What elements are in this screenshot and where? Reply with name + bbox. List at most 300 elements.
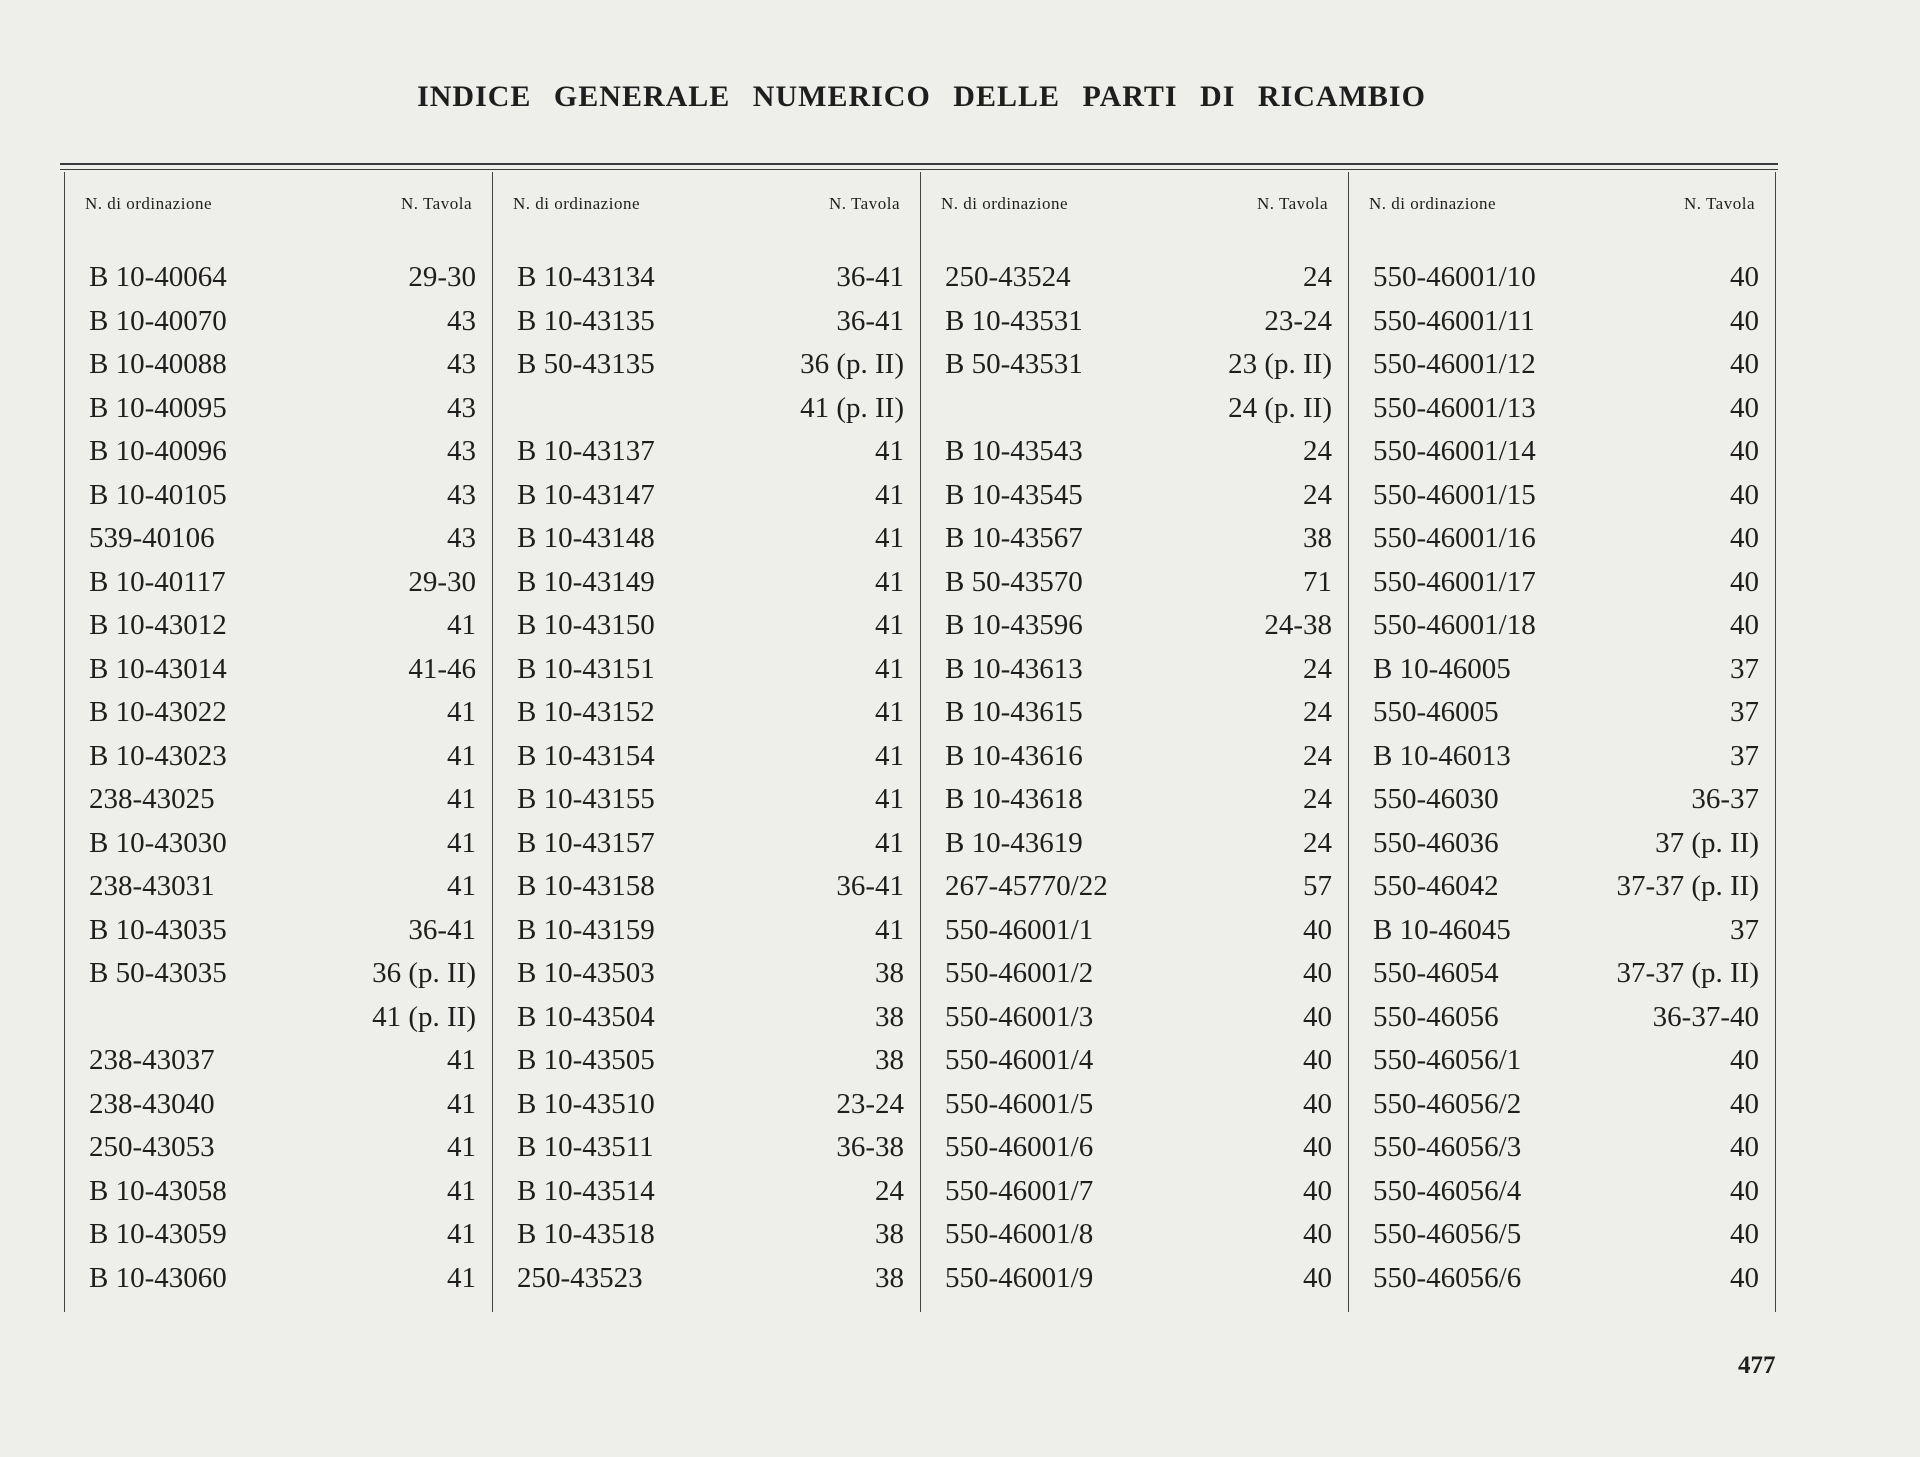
plate-number-cell: 36-41 [408, 913, 476, 946]
plate-number-cell: 41 [875, 783, 904, 815]
order-number-cell: 539-40106 [89, 522, 215, 554]
table-row [493, 343, 920, 387]
plate-number-cell: 23-24 [1264, 304, 1332, 337]
plate-number-cell: 41 [447, 1218, 476, 1250]
plate-number-cell: 37 [1730, 913, 1759, 946]
plate-number-cell: 29-30 [408, 565, 476, 598]
order-number-cell: 250-43524 [945, 261, 1071, 293]
plate-number-cell: 38 [875, 1044, 904, 1076]
table-row [921, 300, 1348, 344]
plate-number-cell: 41 [875, 522, 904, 554]
column-rows [921, 256, 1348, 1300]
order-number-cell: 550-46001/10 [1373, 261, 1536, 293]
order-number-cell: B 10-43567 [945, 522, 1083, 554]
table-row [65, 735, 492, 779]
table-row [65, 474, 492, 518]
order-number-cell: B 10-43618 [945, 783, 1083, 815]
plate-number-cell: 41 [447, 1044, 476, 1076]
plate-number-cell: 37 [1730, 652, 1759, 685]
order-number-cell: B 10-40064 [89, 261, 227, 293]
plate-number-cell: 43 [447, 391, 476, 424]
order-number-cell: 550-46001/6 [945, 1131, 1094, 1163]
order-number-cell: 250-43523 [517, 1261, 643, 1294]
table-row [1349, 1126, 1775, 1170]
plate-number-cell: 43 [447, 522, 476, 554]
plate-number-cell: 36 (p. II) [800, 348, 904, 380]
table-row [493, 865, 920, 909]
plate-number-cell: 24 [1303, 261, 1332, 293]
plate-number-cell: 41 (p. II) [800, 391, 904, 424]
plate-number-cell: 37 (p. II) [1655, 826, 1759, 859]
table-row [493, 1170, 920, 1214]
plate-number-cell: 24 (p. II) [1228, 391, 1332, 424]
plate-number-cell: 40 [1730, 1131, 1759, 1163]
order-number-cell: 550-46001/7 [945, 1174, 1094, 1207]
plate-number-cell: 40 [1303, 1000, 1332, 1033]
plate-number-cell: 40 [1730, 304, 1759, 337]
table-row [1349, 691, 1775, 735]
plate-number-cell: 36-41 [836, 261, 904, 293]
order-number-cell: B 10-43059 [89, 1218, 227, 1250]
plate-number-cell: 41 [875, 435, 904, 467]
table-row [1349, 1213, 1775, 1257]
order-number-cell: 250-43053 [89, 1131, 215, 1163]
table-row [65, 1170, 492, 1214]
table-row [1349, 517, 1775, 561]
order-number-cell: B 10-43613 [945, 652, 1083, 685]
order-number-cell: B 10-43150 [517, 609, 655, 641]
table-row [65, 1257, 492, 1301]
table-row [493, 778, 920, 822]
plate-number-cell: 41 [447, 739, 476, 772]
plate-number-cell: 41 [875, 478, 904, 511]
table-row [921, 735, 1348, 779]
table-row [1349, 735, 1775, 779]
order-number-cell: B 10-43134 [517, 261, 655, 293]
order-number-cell: B 10-43158 [517, 870, 655, 902]
plate-number-cell: 40 [1730, 522, 1759, 554]
column-rows [65, 256, 492, 1300]
column-header [493, 194, 920, 214]
table-row [921, 1039, 1348, 1083]
table-row [921, 1170, 1348, 1214]
table-row [493, 1039, 920, 1083]
plate-number-cell: 40 [1730, 348, 1759, 380]
order-number-cell: B 50-43135 [517, 348, 655, 380]
plate-number-cell: 38 [875, 1261, 904, 1294]
plate-number-cell: 24-38 [1264, 609, 1332, 641]
table-row [65, 909, 492, 953]
order-number-cell: 550-46001/14 [1373, 435, 1536, 467]
table-row [493, 1126, 920, 1170]
order-number-cell: B 10-43511 [517, 1131, 654, 1163]
table-row [65, 430, 492, 474]
order-number-cell: B 10-40117 [89, 565, 226, 598]
order-number-cell: B 10-43504 [517, 1000, 655, 1033]
table-row [1349, 1170, 1775, 1214]
plate-number-cell: 24 [1303, 478, 1332, 511]
plate-number-cell: 37 [1730, 739, 1759, 772]
plate-number-cell: 41 [447, 1131, 476, 1163]
order-number-cell: B 10-43058 [89, 1174, 227, 1207]
order-number-cell: B 10-43159 [517, 913, 655, 946]
table-row [493, 430, 920, 474]
table-row [493, 561, 920, 605]
table-row [65, 517, 492, 561]
plate-number-cell: 24 [1303, 739, 1332, 772]
table-row [493, 604, 920, 648]
order-number-cell: 550-46036 [1373, 826, 1499, 859]
order-number-cell: 550-46001/2 [945, 957, 1094, 989]
order-number-cell: B 10-40088 [89, 348, 227, 380]
table-row [65, 952, 492, 996]
plate-number-cell: 41 (p. II) [372, 1000, 476, 1033]
table-row [1349, 648, 1775, 692]
column-rows [1349, 256, 1775, 1300]
column-header [65, 194, 492, 214]
table-row [493, 1083, 920, 1127]
plate-number-cell: 41 [875, 739, 904, 772]
table-row [1349, 343, 1775, 387]
table-row [921, 1213, 1348, 1257]
order-number-cell: 550-46001/9 [945, 1261, 1094, 1294]
plate-number-cell: 23 (p. II) [1228, 348, 1332, 380]
order-number-cell: B 50-43570 [945, 565, 1083, 598]
table-row [493, 648, 920, 692]
plate-number-cell: 24 [1303, 652, 1332, 685]
column-header [921, 194, 1348, 214]
plate-number-cell: 40 [1303, 1131, 1332, 1163]
order-number-cell: B 10-43619 [945, 826, 1083, 859]
plate-number-cell: 40 [1730, 435, 1759, 467]
table-row [65, 822, 492, 866]
table-row [1349, 430, 1775, 474]
table-row [493, 300, 920, 344]
plate-number-cell: 36-37 [1691, 783, 1759, 815]
order-number-cell: 550-46001/3 [945, 1000, 1094, 1033]
page-title: INDICE GENERALE NUMERICO DELLE PARTI DI RICAMBIO [417, 80, 1426, 113]
plate-number-cell: 40 [1303, 913, 1332, 946]
table-row [493, 691, 920, 735]
plate-number-cell: 40 [1730, 1044, 1759, 1076]
table-row [1349, 561, 1775, 605]
table-row [65, 1083, 492, 1127]
plate-number-cell: 41 [447, 870, 476, 902]
plate-number-cell: 36-41 [836, 304, 904, 337]
plate-number-cell: 41-46 [408, 652, 476, 685]
order-number-cell: 550-46001/4 [945, 1044, 1094, 1076]
plate-number-cell: 41 [447, 609, 476, 641]
plate-number-cell: 40 [1730, 478, 1759, 511]
plate-number-header: N. Tavola [829, 194, 900, 213]
table-row [493, 952, 920, 996]
order-number-cell: B 10-43518 [517, 1218, 655, 1250]
order-number-cell: B 10-43030 [89, 826, 227, 859]
table-row [921, 604, 1348, 648]
plate-number-cell: 38 [875, 957, 904, 989]
table-row [1349, 474, 1775, 518]
order-number-cell: B 10-43149 [517, 565, 655, 598]
table-row [921, 996, 1348, 1040]
plate-number-header: N. Tavola [1684, 194, 1755, 213]
table-row [493, 1257, 920, 1301]
plate-number-cell: 41 [447, 696, 476, 728]
plate-number-cell: 40 [1303, 1174, 1332, 1207]
plate-number-cell: 38 [875, 1218, 904, 1250]
table-row [493, 909, 920, 953]
plate-number-cell: 40 [1730, 1087, 1759, 1120]
plate-number-cell: 40 [1303, 1218, 1332, 1250]
table-row [1349, 822, 1775, 866]
order-number-cell: B 10-43514 [517, 1174, 655, 1207]
index-column-1 [64, 172, 492, 1312]
table-row [921, 691, 1348, 735]
plate-number-cell: 41 [875, 826, 904, 859]
table-row [493, 822, 920, 866]
plate-number-cell: 40 [1303, 957, 1332, 989]
plate-number-cell: 71 [1303, 565, 1332, 598]
plate-number-cell: 41 [447, 1261, 476, 1294]
plate-number-cell: 37-37 (p. II) [1616, 870, 1759, 902]
order-number-cell: B 10-43157 [517, 826, 655, 859]
order-number-cell: 550-46030 [1373, 783, 1499, 815]
table-row [493, 387, 920, 431]
plate-number-cell: 41 [447, 826, 476, 859]
plate-number-cell: 41 [875, 565, 904, 598]
plate-number-cell: 36-41 [836, 870, 904, 902]
table-row [1349, 909, 1775, 953]
order-number-cell: 550-46056/3 [1373, 1131, 1522, 1163]
order-number-cell: 238-43040 [89, 1087, 215, 1120]
table-row [493, 256, 920, 300]
table-row [1349, 865, 1775, 909]
table-row [921, 778, 1348, 822]
order-number-cell: B 10-43148 [517, 522, 655, 554]
order-number-cell: B 10-43596 [945, 609, 1083, 641]
order-number-cell: 238-43037 [89, 1044, 215, 1076]
order-number-cell: 550-46001/13 [1373, 391, 1536, 424]
table-row [65, 1213, 492, 1257]
order-number-cell: B 10-43545 [945, 478, 1083, 511]
order-number-cell: B 10-43060 [89, 1261, 227, 1294]
order-number-cell: B 10-46005 [1373, 652, 1511, 685]
plate-number-cell: 38 [1303, 522, 1332, 554]
order-number-header: N. di ordinazione [1369, 194, 1496, 213]
page-number: 477 [1738, 1352, 1776, 1379]
table-row [921, 474, 1348, 518]
table-row [921, 909, 1348, 953]
column-rows [493, 256, 920, 1300]
order-number-cell: B 10-43616 [945, 739, 1083, 772]
table-row [1349, 1083, 1775, 1127]
table-row [921, 865, 1348, 909]
order-number-cell: 550-46005 [1373, 696, 1499, 728]
order-number-cell: B 10-43147 [517, 478, 655, 511]
order-number-cell: B 50-43531 [945, 348, 1083, 380]
table-row [493, 474, 920, 518]
plate-number-cell: 24 [1303, 435, 1332, 467]
plate-number-cell: 40 [1730, 1218, 1759, 1250]
index-column-2 [492, 172, 920, 1312]
plate-number-cell: 41 [875, 913, 904, 946]
order-number-cell: 550-46056/4 [1373, 1174, 1522, 1207]
order-number-cell: 550-46001/1 [945, 913, 1094, 946]
plate-number-cell: 40 [1303, 1087, 1332, 1120]
plate-number-cell: 43 [447, 348, 476, 380]
plate-number-cell: 41 [447, 1087, 476, 1120]
table-row [65, 691, 492, 735]
order-number-cell: B 10-43155 [517, 783, 655, 815]
table-row [65, 778, 492, 822]
table-row [1349, 778, 1775, 822]
table-row [921, 648, 1348, 692]
plate-number-cell: 37-37 (p. II) [1616, 957, 1759, 989]
table-row [493, 996, 920, 1040]
plate-number-cell: 36 (p. II) [372, 957, 476, 989]
order-number-cell: B 10-40096 [89, 435, 227, 467]
order-number-cell: B 10-46045 [1373, 913, 1511, 946]
table-row [65, 343, 492, 387]
plate-number-cell: 38 [875, 1000, 904, 1033]
order-number-cell: B 10-43510 [517, 1087, 655, 1120]
plate-number-header: N. Tavola [401, 194, 472, 213]
order-number-header: N. di ordinazione [85, 194, 212, 213]
plate-number-cell: 24 [1303, 826, 1332, 859]
table-row [65, 648, 492, 692]
plate-number-cell: 41 [447, 783, 476, 815]
order-number-cell: 550-46042 [1373, 870, 1499, 902]
table-row [493, 1213, 920, 1257]
table-row [1349, 256, 1775, 300]
order-number-cell: 550-46054 [1373, 957, 1499, 989]
plate-number-cell: 36-38 [836, 1131, 904, 1163]
order-number-cell: B 10-40070 [89, 304, 227, 337]
order-number-cell: B 10-43012 [89, 609, 227, 641]
plate-number-cell: 40 [1730, 609, 1759, 641]
order-number-cell: 550-46056/2 [1373, 1087, 1522, 1120]
parts-index-table [64, 172, 1776, 1312]
order-number-cell: B 10-43137 [517, 435, 655, 467]
table-row [1349, 300, 1775, 344]
table-row [65, 1126, 492, 1170]
order-number-cell: B 10-43154 [517, 739, 655, 772]
table-row [1349, 604, 1775, 648]
table-row [493, 735, 920, 779]
order-number-cell: B 10-43023 [89, 739, 227, 772]
table-row [921, 1083, 1348, 1127]
plate-number-cell: 40 [1730, 1174, 1759, 1207]
table-row [65, 387, 492, 431]
order-number-cell: 267-45770/22 [945, 870, 1108, 902]
order-number-cell: 550-46001/12 [1373, 348, 1536, 380]
order-number-cell: B 10-43503 [517, 957, 655, 989]
plate-number-cell: 29-30 [408, 261, 476, 293]
index-column-4 [1348, 172, 1776, 1312]
plate-number-cell: 37 [1730, 696, 1759, 728]
order-number-cell: B 10-43151 [517, 652, 655, 685]
plate-number-cell: 41 [875, 696, 904, 728]
order-number-cell: B 10-40095 [89, 391, 227, 424]
table-row [921, 561, 1348, 605]
plate-number-cell: 40 [1730, 1261, 1759, 1294]
table-row [1349, 387, 1775, 431]
table-row [921, 387, 1348, 431]
plate-number-cell: 24 [1303, 783, 1332, 815]
header-rule [60, 163, 1778, 170]
order-number-cell: B 10-43022 [89, 696, 227, 728]
table-row [1349, 952, 1775, 996]
table-row [921, 1126, 1348, 1170]
order-number-cell: 550-46056 [1373, 1000, 1499, 1033]
table-row [493, 517, 920, 561]
index-column-3 [920, 172, 1348, 1312]
table-row [65, 996, 492, 1040]
order-number-cell: B 10-43505 [517, 1044, 655, 1076]
order-number-cell: 238-43025 [89, 783, 215, 815]
order-number-cell: 550-46001/17 [1373, 565, 1536, 598]
order-number-cell: B 10-43531 [945, 304, 1083, 337]
plate-number-cell: 24 [1303, 696, 1332, 728]
table-row [921, 822, 1348, 866]
table-row [921, 1257, 1348, 1301]
table-row [1349, 1257, 1775, 1301]
table-row [65, 256, 492, 300]
order-number-cell: B 10-43152 [517, 696, 655, 728]
order-number-cell: 550-46001/16 [1373, 522, 1536, 554]
order-number-cell: B 10-43035 [89, 913, 227, 946]
plate-number-cell: 40 [1730, 565, 1759, 598]
order-number-cell: B 10-43543 [945, 435, 1083, 467]
plate-number-cell: 43 [447, 435, 476, 467]
order-number-cell: 550-46056/1 [1373, 1044, 1522, 1076]
order-number-cell: B 10-40105 [89, 478, 227, 511]
table-row [921, 343, 1348, 387]
order-number-cell: 238-43031 [89, 870, 215, 902]
order-number-cell: 550-46001/11 [1373, 304, 1535, 337]
order-number-cell: 550-46001/15 [1373, 478, 1536, 511]
plate-number-cell: 41 [875, 652, 904, 685]
order-number-cell: B 10-46013 [1373, 739, 1511, 772]
table-row [921, 256, 1348, 300]
order-number-cell: B 10-43014 [89, 652, 227, 685]
order-number-header: N. di ordinazione [941, 194, 1068, 213]
table-row [1349, 1039, 1775, 1083]
table-row [65, 604, 492, 648]
plate-number-cell: 40 [1730, 261, 1759, 293]
table-row [921, 952, 1348, 996]
plate-number-cell: 40 [1730, 391, 1759, 424]
order-number-cell: 550-46001/5 [945, 1087, 1094, 1120]
plate-number-cell: 43 [447, 478, 476, 511]
table-row [921, 430, 1348, 474]
order-number-cell: B 50-43035 [89, 957, 227, 989]
plate-number-cell: 57 [1303, 870, 1332, 902]
order-number-header: N. di ordinazione [513, 194, 640, 213]
plate-number-cell: 41 [875, 609, 904, 641]
order-number-cell: 550-46001/18 [1373, 609, 1536, 641]
table-row [1349, 996, 1775, 1040]
plate-number-cell: 23-24 [836, 1087, 904, 1120]
plate-number-cell: 43 [447, 304, 476, 337]
order-number-cell: B 10-43615 [945, 696, 1083, 728]
plate-number-cell: 41 [447, 1174, 476, 1207]
order-number-cell: B 10-43135 [517, 304, 655, 337]
plate-number-header: N. Tavola [1257, 194, 1328, 213]
table-row [65, 300, 492, 344]
plate-number-cell: 40 [1303, 1044, 1332, 1076]
table-row [65, 561, 492, 605]
plate-number-cell: 36-37-40 [1652, 1000, 1759, 1033]
